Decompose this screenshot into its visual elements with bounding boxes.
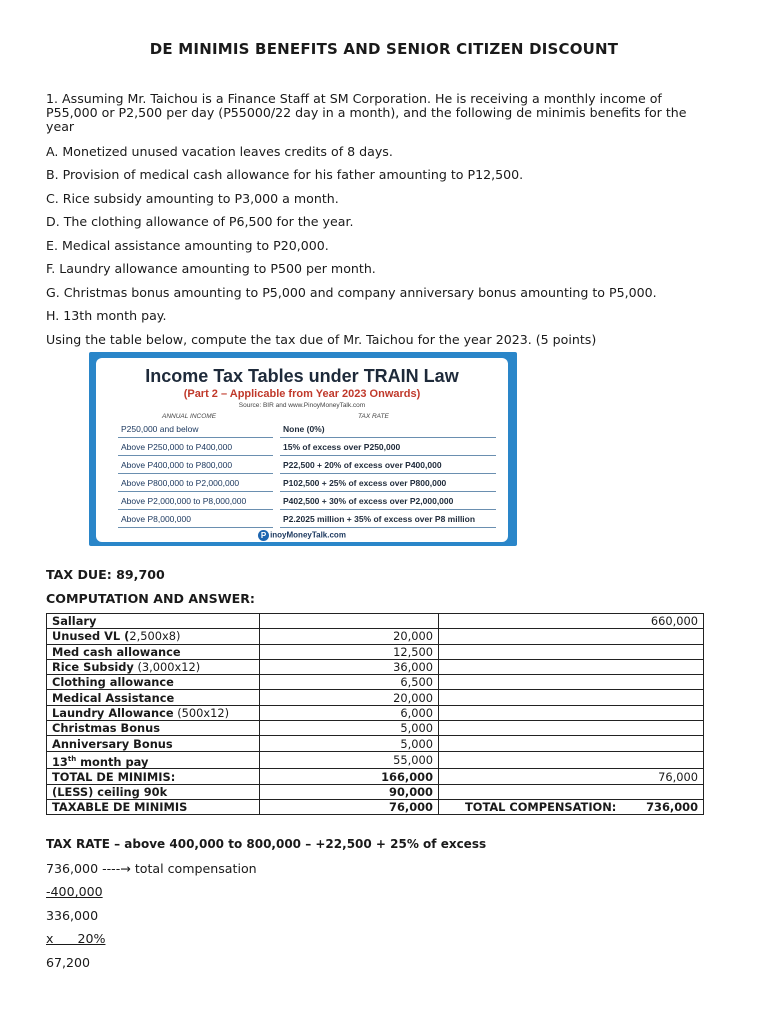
list-item: D. The clothing allowance of P6,500 for the year. bbox=[46, 214, 354, 229]
tax-table-row bbox=[118, 438, 496, 456]
table-row bbox=[47, 751, 704, 769]
tax-row-rate: P102,500 + 25% of excess over P800,000 bbox=[283, 478, 447, 488]
calc-line: 336,000 bbox=[46, 908, 99, 923]
table-row bbox=[47, 800, 704, 815]
list-item: H. 13th month pay. bbox=[46, 308, 167, 323]
table-row bbox=[47, 629, 704, 644]
table-row bbox=[47, 675, 704, 690]
row-label: Laundry Allowance bbox=[52, 705, 174, 720]
tax-row-income: Above P800,000 to P2,000,000 bbox=[121, 478, 240, 488]
computation-heading: COMPUTATION AND ANSWER: bbox=[46, 591, 255, 606]
calc-line: -400,000 bbox=[46, 884, 103, 899]
row-label: Clothing allowance bbox=[47, 675, 260, 690]
document-title: DE MINIMIS BENEFITS AND SENIOR CITIZEN DISCOUNT bbox=[149, 40, 619, 58]
row-label: Medical Assistance bbox=[47, 690, 260, 705]
table-row bbox=[47, 690, 704, 705]
row-label: TAXABLE DE MINIMIS bbox=[47, 800, 260, 815]
table-row bbox=[47, 659, 704, 674]
row-label: Anniversary Bonus bbox=[47, 736, 260, 751]
instruction: Using the table below, compute the tax due of Mr. Taichou for the year 2023. (5 points) bbox=[46, 332, 597, 347]
computation-table bbox=[46, 613, 704, 815]
list-item: G. Christmas bonus amounting to P5,000 and company anniversary bonus amounting to P5,000. bbox=[46, 285, 657, 300]
tax-table-title: Income Tax Tables under TRAIN Law bbox=[145, 366, 459, 386]
row-detail: (500x12) bbox=[173, 705, 230, 720]
row-col2: 76,000 bbox=[260, 800, 439, 815]
row-col3: 660,000 bbox=[439, 614, 704, 629]
row-col2: 6,000 bbox=[260, 705, 439, 720]
tax-due: TAX DUE: 89,700 bbox=[46, 567, 165, 582]
logo-text: inoyMoneyTalk.com bbox=[270, 530, 346, 540]
list-item: A. Monetized unused vacation leaves credits of 8 days. bbox=[46, 144, 393, 159]
total-compensation-label: TOTAL COMPENSATION: bbox=[465, 800, 617, 815]
row-col2: 12,500 bbox=[260, 644, 439, 659]
calc-line: 67,200 bbox=[46, 955, 91, 970]
tax-row-rate: 15% of excess over P250,000 bbox=[283, 442, 401, 452]
row-label: TOTAL DE MINIMIS: bbox=[47, 769, 260, 784]
tax-table-row bbox=[118, 456, 496, 474]
tax-table-image bbox=[89, 352, 517, 546]
row-col2: 55,000 bbox=[260, 751, 439, 769]
tax-row-income: Above P250,000 to P400,000 bbox=[121, 442, 233, 452]
tax-table-row bbox=[118, 420, 496, 438]
row-detail: 2,500x8) bbox=[129, 629, 181, 644]
row-label: 13th month pay bbox=[47, 751, 260, 769]
tax-row-income: Above P2,000,000 to P8,000,000 bbox=[121, 496, 247, 506]
row-col2: 5,000 bbox=[260, 736, 439, 751]
tax-row-rate: P402,500 + 30% of excess over P2,000,000 bbox=[283, 496, 454, 506]
tax-table-row bbox=[118, 510, 496, 528]
tax-table-subtitle: (Part 2 – Applicable from Year 2023 Onwards) bbox=[183, 388, 421, 400]
logo-icon: P bbox=[258, 530, 269, 541]
row-col2: 20,000 bbox=[260, 629, 439, 644]
list-item: B. Provision of medical cash allowance for his father amounting to P12,500. bbox=[46, 167, 524, 182]
list-item: C. Rice subsidy amounting to P3,000 a month. bbox=[46, 191, 339, 206]
row-label: Unused VL ( bbox=[52, 629, 130, 644]
tax-table-row bbox=[118, 474, 496, 492]
row-label: Rice Subsidy bbox=[52, 660, 134, 675]
tax-table-header-income: ANNUAL INCOME bbox=[162, 413, 217, 420]
row-col2: 166,000 bbox=[260, 769, 439, 784]
list-item: E. Medical assistance amounting to P20,000. bbox=[46, 238, 329, 253]
pinoymoneytalk-logo bbox=[96, 530, 508, 541]
tax-table-header-rate: TAX RATE bbox=[358, 413, 389, 420]
row-col2: 36,000 bbox=[260, 659, 439, 674]
total-compensation bbox=[439, 800, 704, 815]
tax-row-rate: P2.2025 million + 35% of excess over P8 million bbox=[283, 514, 476, 524]
row-label: Christmas Bonus bbox=[47, 721, 260, 736]
table-row bbox=[47, 614, 704, 629]
tax-row-rate: P22,500 + 20% of excess over P400,000 bbox=[283, 460, 442, 470]
row-col3: 76,000 bbox=[439, 769, 704, 784]
calc-line: 736,000 ----→ total compensation bbox=[46, 861, 257, 876]
tax-row-income: Above P400,000 to P800,000 bbox=[121, 460, 233, 470]
tax-row-rate: None (0%) bbox=[283, 424, 325, 434]
table-row bbox=[47, 644, 704, 659]
problem-statement: 1. Assuming Mr. Taichou is a Finance Staff at SM Corporation. He is receiving a monthly income of P55,000 or P2,500 per day (P55000/22 day in a month), and the following de minimis benefits for the year bbox=[46, 91, 687, 134]
total-compensation-value: 736,000 bbox=[646, 800, 698, 815]
table-row bbox=[47, 705, 704, 720]
row-col2: 20,000 bbox=[260, 690, 439, 705]
calc-line: x 20% bbox=[46, 931, 106, 946]
tax-row-income: P250,000 and below bbox=[121, 424, 199, 434]
row-col2: 90,000 bbox=[260, 784, 439, 799]
list-item: F. Laundry allowance amounting to P500 per month. bbox=[46, 261, 376, 276]
row-col2: 6,500 bbox=[260, 675, 439, 690]
row-col2: 5,000 bbox=[260, 721, 439, 736]
tax-table-source: Source: BIR and www.PinoyMoneyTalk.com bbox=[238, 402, 366, 409]
table-row bbox=[47, 769, 704, 784]
row-detail: (3,000x12) bbox=[133, 660, 201, 675]
table-row bbox=[47, 736, 704, 751]
tax-row-income: Above P8,000,000 bbox=[121, 514, 191, 524]
row-label: Sallary bbox=[47, 614, 260, 629]
table-row bbox=[47, 784, 704, 799]
tax-rate-line: TAX RATE – above 400,000 to 800,000 – +22,500 + 25% of excess bbox=[46, 837, 487, 851]
row-label: (LESS) ceiling 90k bbox=[47, 784, 260, 799]
tax-table-row bbox=[118, 492, 496, 510]
row-label: Med cash allowance bbox=[47, 644, 260, 659]
table-row bbox=[47, 721, 704, 736]
